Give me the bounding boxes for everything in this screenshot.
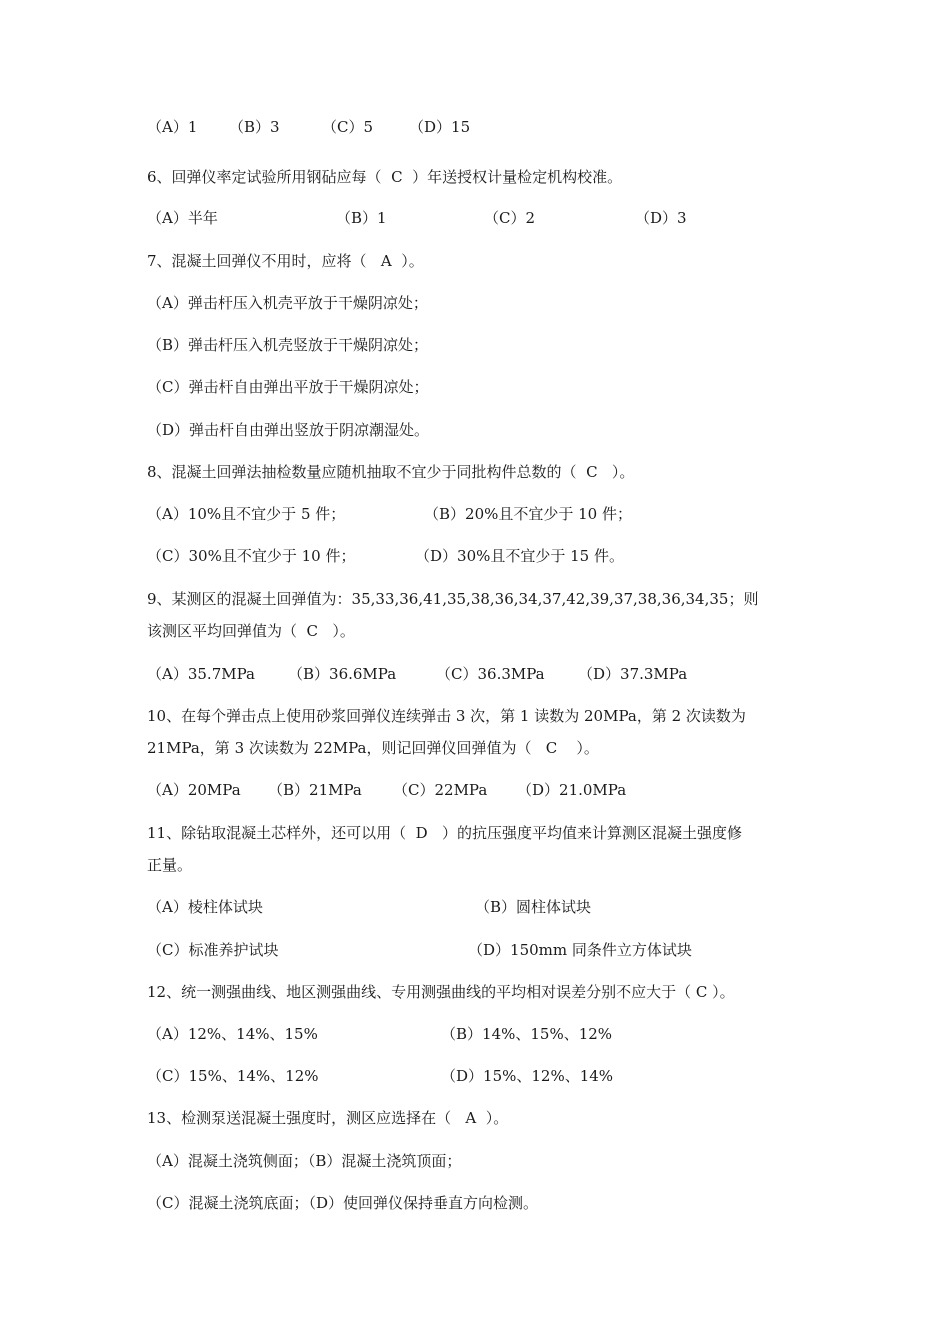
q8-option-d: （D）30%且不宜少于 15 件。 — [415, 547, 624, 565]
q13-options-line-1: （A）混凝土浇筑侧面；（B）混凝土浇筑顶面； — [147, 1152, 462, 1170]
q9-option-d: （D）37.3MPa — [578, 665, 688, 683]
question-12: 12、统一测强曲线、地区测强曲线、专用测强曲线的平均相对误差分别不应大于（ C ）。 — [147, 983, 735, 1001]
q11-option-d: （D）150mm 同条件立方体试块 — [468, 941, 692, 959]
q7-option-c: （C）弹击杆自由弹出平放于干燥阴凉处； — [147, 378, 429, 396]
q9-option-b: （B）36.6MPa — [288, 665, 397, 683]
q10-option-b: （B）21MPa — [268, 781, 362, 799]
q6-option-b: （B）1 — [336, 209, 387, 227]
question-11-line-1: 11、除钻取混凝土芯样外，还可以用（ D ）的抗压强度平均值来计算测区混凝土强度修 — [147, 824, 742, 842]
q11-option-b: （B）圆柱体试块 — [475, 898, 592, 916]
q8-option-a: （A）10%且不宜少于 5 件； — [147, 505, 346, 523]
question-13: 13、检测泵送混凝土强度时，测区应选择在（ A ）。 — [147, 1109, 509, 1127]
question-8: 8、混凝土回弹法抽检数量应随机抽取不宜少于同批构件总数的（ C ）。 — [147, 463, 635, 481]
q12-option-c: （C）15%、14%、12% — [147, 1067, 319, 1085]
question-11-line-2: 正量。 — [147, 856, 193, 874]
q12-option-b: （B）14%、15%、12% — [441, 1025, 613, 1043]
question-7: 7、混凝土回弹仪不用时，应将（ A ）。 — [147, 252, 424, 270]
question-10-line-1: 10、在每个弹击点上使用砂浆回弹仪连续弹击 3 次，第 1 读数为 20MPa，第 2 次读数为 — [147, 707, 746, 725]
q9-option-c: （C）36.3MPa — [436, 665, 545, 683]
q7-option-a: （A）弹击杆压入机壳平放于干燥阴凉处； — [147, 294, 428, 312]
q11-option-c: （C）标准养护试块 — [147, 941, 279, 959]
q5-option-d: （D）15 — [409, 118, 471, 136]
q8-option-b: （B）20%且不宜少于 10 件； — [424, 505, 632, 523]
question-9-line-2: 该测区平均回弹值为（ C ）。 — [147, 622, 355, 640]
q5-option-c: （C）5 — [322, 118, 374, 136]
q10-option-d: （D）21.0MPa — [517, 781, 627, 799]
q13-options-line-2: （C）混凝土浇筑底面；（D）使回弹仪保持垂直方向检测。 — [147, 1194, 539, 1212]
question-9-line-1: 9、某测区的混凝土回弹值为：35,33,36,41,35,38,36,34,37,42,39,37,38,36,34,35；则 — [147, 590, 759, 608]
q10-option-c: （C）22MPa — [393, 781, 488, 799]
q6-option-d: （D）3 — [635, 209, 687, 227]
q10-option-a: （A）20MPa — [147, 781, 241, 799]
q12-option-d: （D）15%、12%、14% — [441, 1067, 614, 1085]
question-6: 6、回弹仪率定试验所用钢砧应每（ C ）年送授权计量检定机构校准。 — [147, 168, 623, 186]
q5-option-b: （B）3 — [229, 118, 280, 136]
q6-option-c: （C）2 — [484, 209, 536, 227]
q12-option-a: （A）12%、14%、15% — [147, 1025, 318, 1043]
question-10-line-2: 21MPa，第 3 次读数为 22MPa，则记回弹仪回弹值为（ C ）。 — [147, 739, 599, 757]
q8-option-c: （C）30%且不宜少于 10 件； — [147, 547, 356, 565]
q9-option-a: （A）35.7MPa — [147, 665, 255, 683]
q6-option-a: （A）半年 — [147, 209, 218, 227]
q11-option-a: （A）棱柱体试块 — [147, 898, 263, 916]
q5-option-a: （A）1 — [147, 118, 198, 136]
q7-option-b: （B）弹击杆压入机壳竖放于干燥阴凉处； — [147, 336, 429, 354]
q7-option-d: （D）弹击杆自由弹出竖放于阴凉潮湿处。 — [147, 421, 430, 439]
